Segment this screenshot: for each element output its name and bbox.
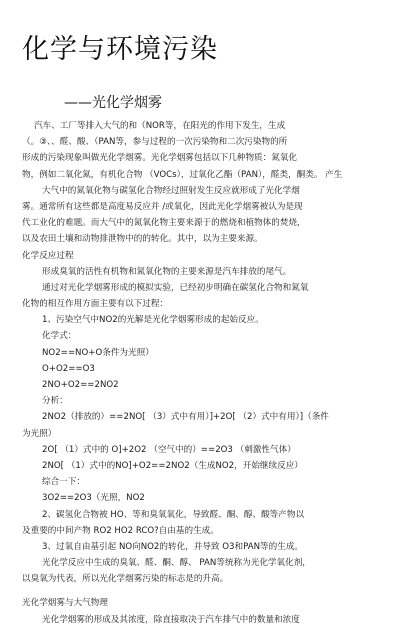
page-title: 化学与环境污染 — [22, 34, 218, 65]
paragraph-line: 形成臭氧的活性有机物和氮氧化物的主要来源是汽车排放的尾气。 — [42, 266, 292, 277]
paragraph-line: 光化学反应中生成的臭氧、醛、酮、醇、 PAN等统称为光化学氧化剂， — [42, 558, 311, 569]
formula-line: 3O2==2O3（光照，NO2 — [42, 493, 145, 504]
formula-line: 2NO[ （1）式中的NO]+O2==2NO2（生成NO2，开始继续反应） — [42, 460, 303, 471]
formula-label: 分析： — [42, 396, 68, 407]
section-heading: 光化学烟雾与大气物理 — [22, 598, 108, 609]
section-heading: 化学反应过程 — [22, 250, 74, 261]
formula-line: 2O[ （1）式中的 O]+2O2 （空气中的）==2O3 （刺激性气体） — [42, 444, 296, 455]
formula-line: 为光照） — [22, 428, 57, 439]
paragraph-line: 物，例如二氧化氮，有机化合物 （VOCs），过氧化乙酯（PAN），醛类，酮类。 产生 — [22, 169, 343, 180]
paragraph-line: 汽车、工厂等排入大气的和（NOR等，在阳光的作用下发生，生成 — [34, 121, 286, 131]
formula-line: O+O2==O3 — [42, 363, 95, 374]
page-subtitle: ——光化学烟雾 — [64, 95, 162, 111]
formula-line: 2NO+O2==2NO2 — [42, 380, 119, 390]
list-item: 2、碳氢化合物被 HO、等和臭氧氧化，导致醛、酮、醇、酸等产物以 — [42, 509, 305, 520]
paragraph-line: 以及农田土壤和动物排泄物中的的转化。其中，以为主要来源。 — [22, 234, 263, 245]
paragraph-line: 形成的污染现象叫做光化学烟雾。光化学烟雾包括以下几种物质：氮氧化 — [22, 153, 298, 164]
paragraph-line: 化物的相互作用方面主要有以下过程： — [22, 299, 169, 310]
paragraph-line: （。③、、醛、酸、（PAN等，参与过程的一次污染物和二次污染物的所 — [22, 137, 288, 148]
paragraph-line: 雾。通常所有这些都是高度易反应并 /或氧化，因此光化学烟雾被认为是现 — [22, 201, 303, 212]
paragraph-line: 及重要的中间产物 RO2 HO2 RCO?自由基的生成。 — [22, 525, 219, 536]
paragraph-line: 通过对光化学烟雾形成的模拟实验，已经初步明确在碳氢化合物和氮氧 — [42, 282, 309, 293]
formula-line: NO2==NO+O条件为光照） — [42, 347, 154, 358]
formula-line: 2NO2（排放的）==2NO[ （3）式中有用）]+2O[ （2）式中有用）]（条件 — [42, 412, 329, 423]
list-item: 3、过氧自由基引起 NO向NO2的转化，并导致 O3和PAN等的生成。 — [42, 541, 304, 552]
list-item: 1、污染空气中NO2的光解是光化学烟雾形成的起始反应。 — [42, 315, 264, 326]
paragraph-line: 大气中的氮氧化物与碳氢化合物经过照射发生反应就形成了光化学烟 — [42, 185, 300, 196]
paragraph-line: 光化学烟雾的形成及其浓度，除直接取决于汽车排气中的数量和浓度 — [42, 614, 300, 625]
document-body — [22, 118, 394, 628]
paragraph-line: 代工业化的难题。而大气中的氮氧化物主要来源于的燃烧和植物体的焚烧， — [22, 218, 306, 229]
paragraph-line: 以臭氧为代表，所以光化学烟雾污染的标志是的升高。 — [22, 574, 229, 585]
formula-label: 化学式： — [42, 331, 77, 342]
formula-label: 综合一下： — [42, 477, 85, 488]
